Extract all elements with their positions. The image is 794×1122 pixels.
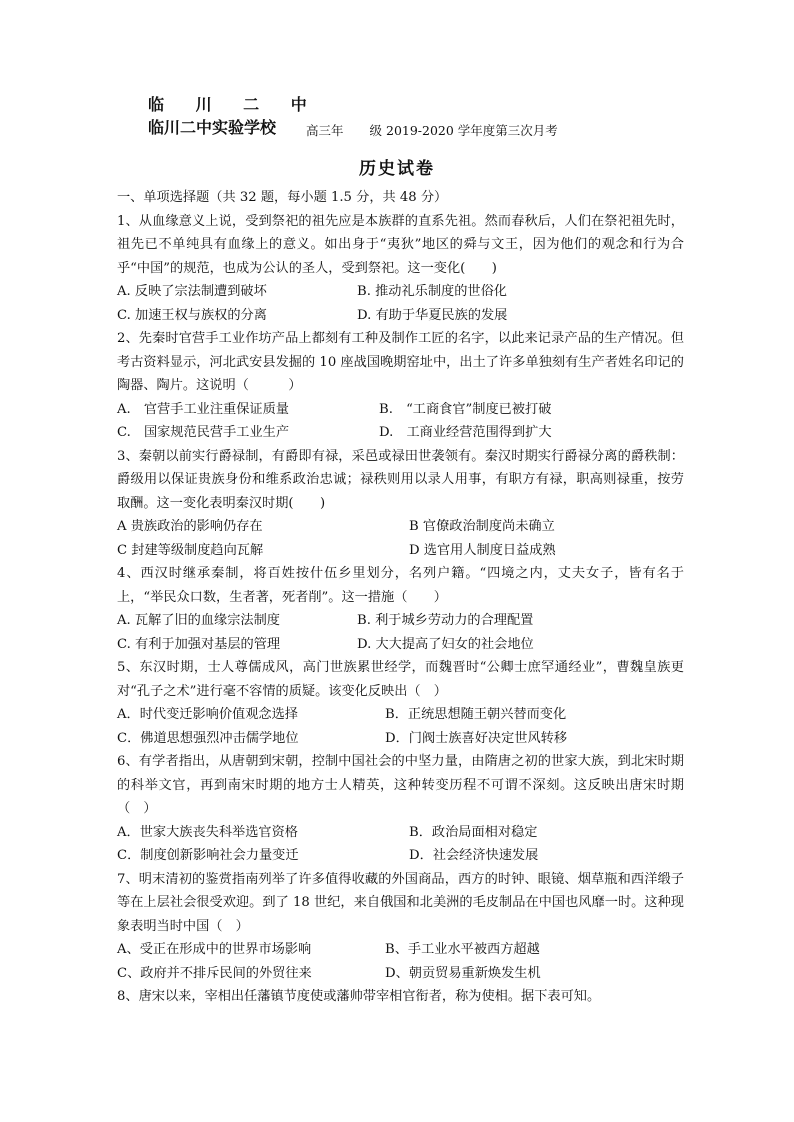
options-row — [117, 421, 684, 445]
page-title: 历史试卷 — [359, 159, 435, 179]
question-stem-1: 1、从血缘意义上说，受到祭祀的祖先应是本族群的直系先祖。然而春秋后，人们在祭祀祖先时，祖先已不单纯具有血缘上的意义。如出身于“夷狄”地区的舜与文王，因为他们的观念和行为合乎“中国”的规范，也成为公认的圣人，受到祭祀。这一变化( ) — [117, 213, 684, 276]
question-stem-4: 4、西汉时继承秦制，将百姓按什伍乡里划分，名列户籍。“四境之内，丈夫女子，皆有名于上，“举民众口数，生者著，死者削”。这一措施（ ） — [117, 566, 684, 605]
options-row — [117, 703, 684, 727]
option-c: C、政府并不排斥民间的外贸往来 — [117, 965, 312, 981]
option-d: D．社会经济快速发展 — [409, 848, 539, 863]
option-b: B 官僚政治制度尚未确立 — [409, 519, 555, 534]
option-a: A．世家大族丧失科举选官资格 — [117, 824, 298, 840]
exam-info-line — [306, 121, 558, 139]
option-d: D. 有助于华夏民族的发展 — [357, 307, 508, 323]
option-a: A．时代变迁影响价值观念选择 — [117, 707, 298, 722]
options-row — [117, 727, 684, 751]
option-a: A. 瓦解了旧的血缘宗法制度 — [117, 613, 280, 628]
option-b: B. 利于城乡劳动力的合理配置 — [357, 613, 534, 628]
option-c: C. 有利于加强对基层的管理 — [117, 636, 281, 652]
option-c: C. 加速王权与族权的分离 — [117, 307, 267, 323]
options-row — [117, 609, 684, 633]
option-a: A 贵族政治的影响仍存在 — [117, 519, 263, 534]
school-name-line2: 临川二中实验学校 — [148, 118, 277, 137]
option-c: C 封建等级制度趋向瓦解 — [117, 542, 264, 558]
question-list — [117, 186, 684, 1009]
options-row — [117, 398, 684, 422]
option-a: A. 反映了宗法制遭到破坏 — [117, 284, 267, 299]
option-d: D．门阀士族喜好决定世风转移 — [385, 730, 568, 746]
option-d: D、朝贡贸易重新焕发生机 — [385, 965, 541, 981]
option-c: C．制度创新影响社会力量变迁 — [117, 848, 299, 863]
school-name-line1: 临 川 二 中 — [148, 95, 320, 114]
option-a: A. 官营手工业注重保证质量 — [117, 401, 289, 417]
options-row — [117, 304, 684, 328]
question-stem-2: 2、先秦时官营手工业作坊产品上都刻有工种及制作工匠的名字，以此来记录产品的生产情况。但考古资料显示，河北武安县发掘的 10 座战国晚期窑址中，出土了许多单独刻有生产者姓名印记的陶器、陶片。这说明（ ） — [117, 331, 684, 393]
options-row — [117, 844, 684, 868]
question-stem-8: 8、唐宋以来，宰相出任藩镇节度使或藩帅带宰相官衔者，称为使相。据下表可知。 — [117, 989, 601, 1004]
options-row — [117, 633, 684, 657]
option-b: B、手工业水平被西方超越 — [385, 942, 540, 957]
option-c: C. 国家规范民营手工业生产 — [117, 425, 290, 440]
section-heading: 一、单项选择题（共 32 题，每小题 1.5 分，共 48 分） — [117, 190, 448, 205]
question-stem-3: 3、秦朝以前实行爵禄制，有爵即有禄，采邑或禄田世袭领有。秦汉时期实行爵禄分离的爵秩制：爵级用以保证贵族身份和维系政治忠诚；禄秩则用以录人用事，有职方有禄，职高则禄重，按劳取酬。这一变化表明秦汉时期( ) — [117, 448, 684, 511]
option-d: D. 工商业经营范围得到扩大 — [379, 425, 552, 440]
option-b: B．政治局面相对稳定 — [409, 824, 538, 840]
option-d: D. 大大提高了妇女的社会地位 — [357, 636, 534, 652]
options-row — [117, 539, 684, 563]
grade-label: 高三年 — [306, 123, 344, 138]
options-row — [117, 515, 684, 539]
option-a: A、受正在形成中的世界市场影响 — [117, 942, 312, 957]
option-b: B．正统思想随王朝兴替而变化 — [385, 707, 567, 722]
options-row — [117, 962, 684, 986]
question-stem-7: 7、明末清初的鉴赏指南列举了许多值得收藏的外国商品，西方的时钟、眼镜、烟草瓶和西洋缎子等在上层社会很受欢迎。到了 18 世纪，来自俄国和北美洲的毛皮制品在中国也风靡一时。这种现象表明当时中国（ ） — [117, 871, 684, 934]
options-row — [117, 280, 684, 304]
question-stem-5: 5、东汉时期，士人尊儒成风，高门世族累世经学，而魏晋时“公卿士庶罕通经业”，曹魏皇族更对“孔子之术”进行毫不容情的质疑。该变化反映出（ ） — [117, 660, 684, 699]
options-row — [117, 938, 684, 962]
option-c: C．佛道思想强烈冲击儒学地位 — [117, 730, 299, 746]
options-row — [117, 821, 684, 845]
option-b: B. “工商食官”制度已被打破 — [379, 401, 552, 417]
question-stem-6: 6、有学者指出，从唐朝到宋朝，控制中国社会的中坚力量，由隋唐之初的世家大族，到北宋时期的科举文官，再到南宋时期的地方士人精英，这种转变历程不可谓不深刻。这反映出唐宋时期（ ） — [117, 754, 684, 816]
exam-term-label: 级 2019-2020 学年度第三次月考 — [369, 123, 558, 138]
option-b: B. 推动礼乐制度的世俗化 — [357, 284, 507, 299]
option-d: D 选官用人制度日益成熟 — [409, 542, 556, 558]
